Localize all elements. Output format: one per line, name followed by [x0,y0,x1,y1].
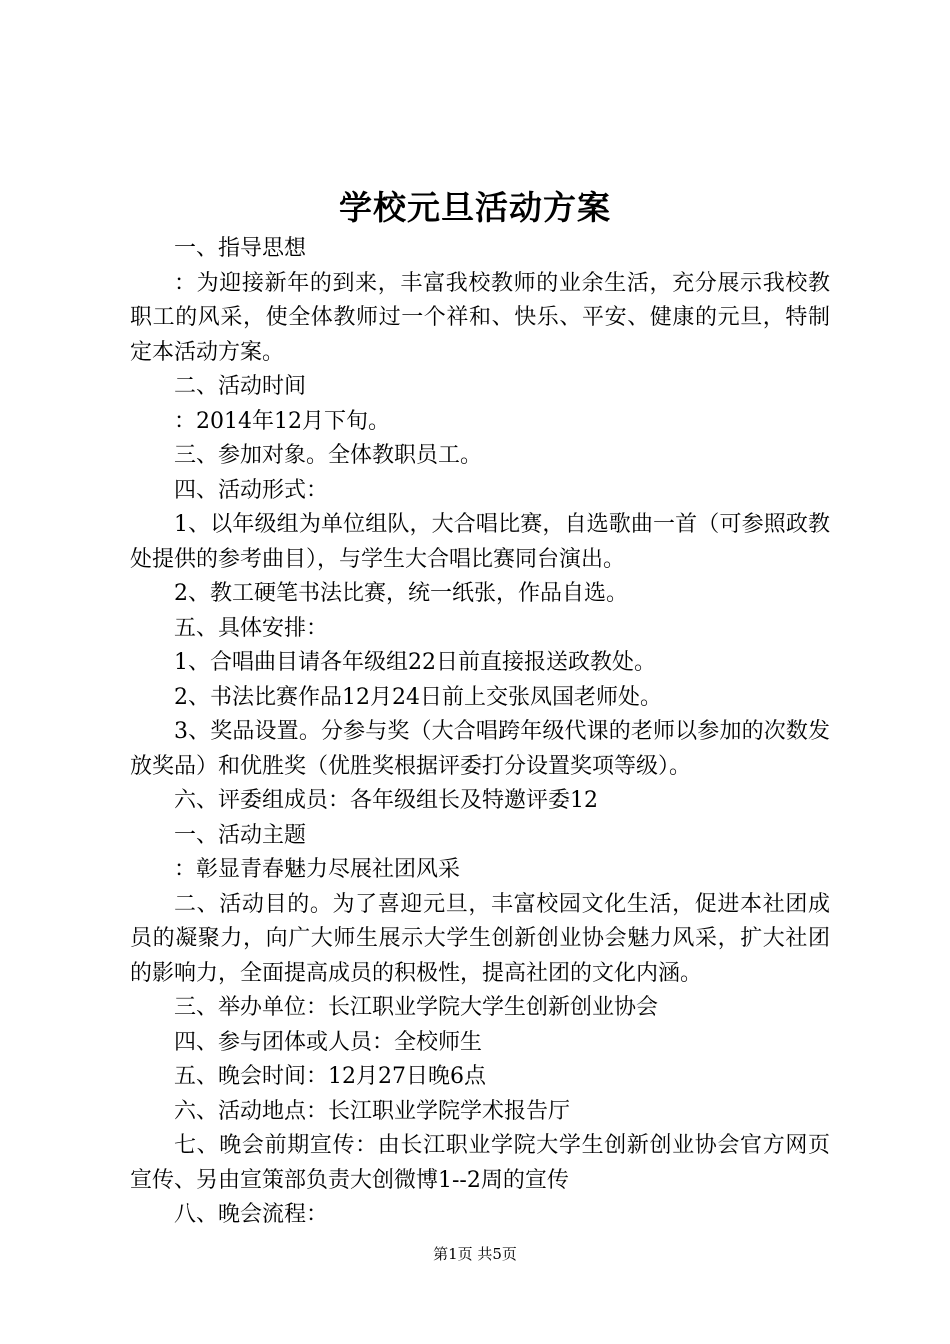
paragraph: 五、晚会时间：12月27日晚6点 [174,1064,486,1089]
paragraph: ：为迎接新年的到来，丰富我校教师的业余生活，充分展示我校教职工的风采，使全体教师过一个祥和、快乐、平安、健康的元旦，特制定本活动方案。 [130,270,830,365]
paragraph: 四、活动形式： [174,477,329,503]
document-body [130,232,830,1233]
paragraph: 六、活动地点：长江职业学院学术报告厅 [174,1098,571,1124]
paragraph: 2、书法比赛作品12月24日前上交张凤国老师处。 [174,684,662,710]
paragraph: 三、参加对象。全体教职员工。 [174,443,483,468]
paragraph: 二、活动时间 [174,374,307,399]
paragraph: 一、指导思想 [174,236,307,261]
paragraph: 一、活动主题 [174,822,307,848]
paragraph: 四、参与团体或人员：全校师生 [174,1029,483,1055]
paragraph: 六、评委组成员：各年级组长及特邀评委12 [174,788,598,813]
paragraph: 3、奖品设置。分参与奖（大合唱跨年级代课的老师以参加的次数发放奖品）和优胜奖（优胜奖根据评委打分设置奖项等级）。 [130,719,830,779]
document-title: 学校元旦活动方案 [339,188,611,227]
paragraph: ：彰显青春魅力尽展社团风采 [174,857,461,882]
page-footer: 第1页 共5页 [433,1245,517,1263]
paragraph: 二、活动目的。为了喜迎元旦，丰富校园文化生活，促进本社团成员的凝聚力，向广大师生展示大学生创新创业协会魅力风采，扩大社团的影响力，全面提高成员的积极性，提高社团的文化内涵。 [130,891,830,986]
paragraph: 1、以年级组为单位组队，大合唱比赛，自选歌曲一首（可参照政教处提供的参考曲目），与学生大合唱比赛同台演出。 [130,512,830,572]
paragraph: 八、晚会流程： [174,1202,329,1227]
paragraph: 五、具体安排： [174,615,329,641]
paragraph: 三、举办单位：长江职业学院大学生创新创业协会 [174,995,659,1020]
paragraph: ：2014年12月下旬。 [174,408,390,434]
paragraph: 1、合唱曲目请各年级组22日前直接报送政教处。 [174,650,656,675]
paragraph: 七、晚会前期宣传：由长江职业学院大学生创新创业协会官方网页宣传、另由宣策部负责大创微博1--2周的宣传 [130,1133,830,1193]
paragraph: 2、教工硬笔书法比赛，统一纸张，作品自选。 [174,581,628,606]
